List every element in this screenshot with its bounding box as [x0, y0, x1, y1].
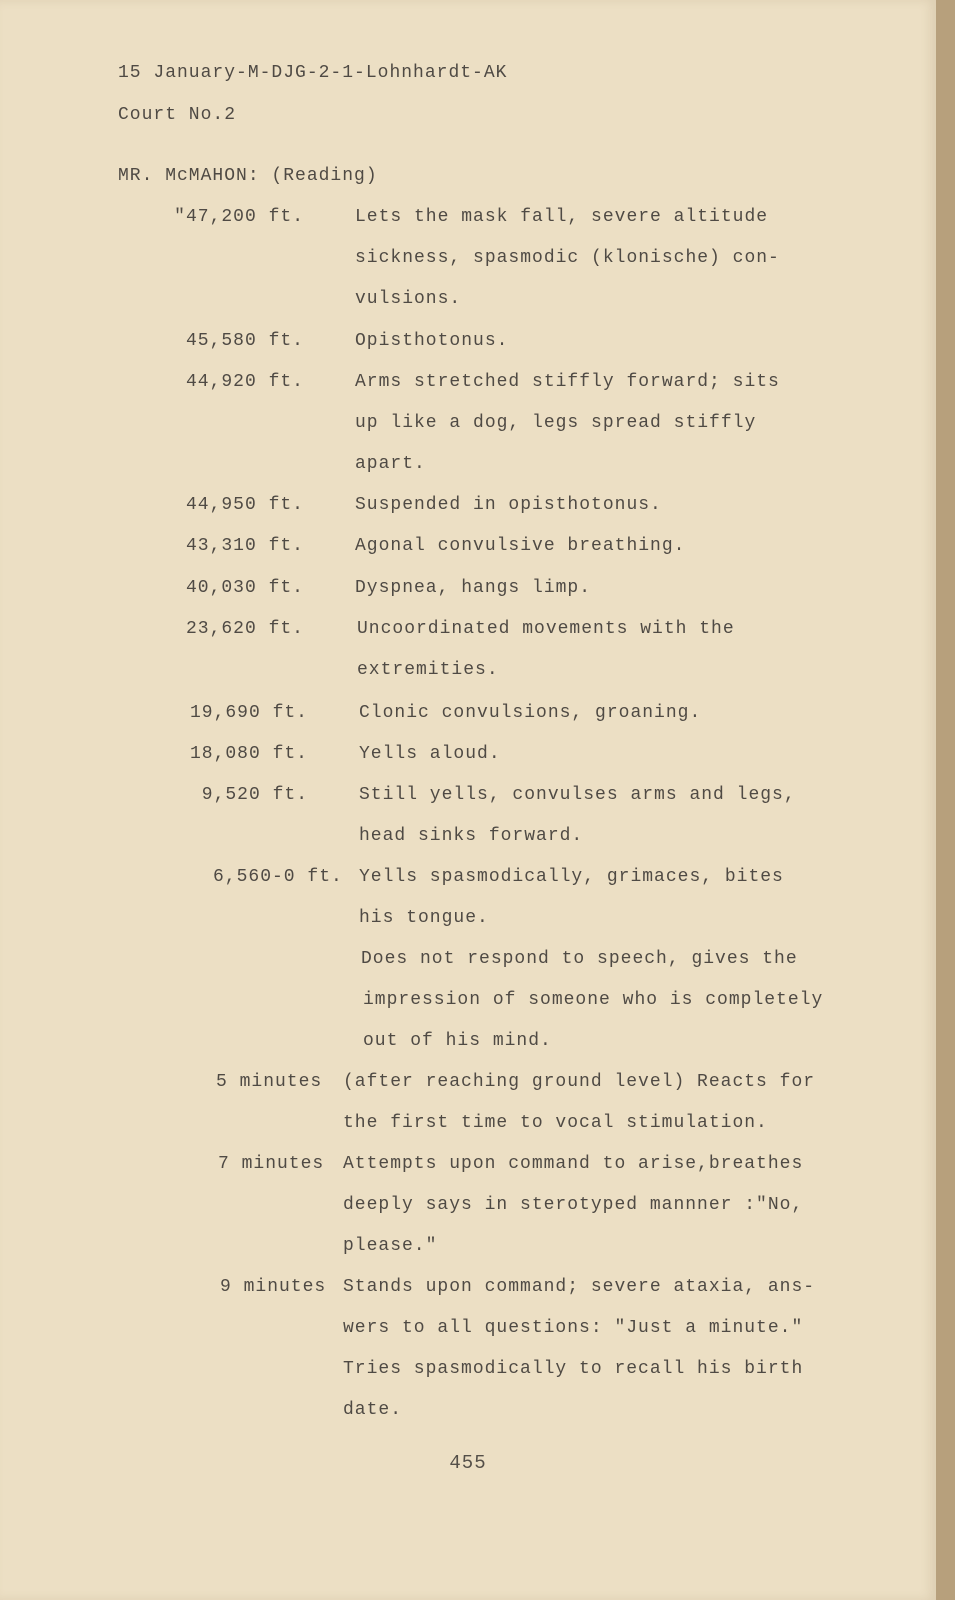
header-line-1: 15 January-M-DJG-2-1-Lohnhardt-AK — [118, 63, 508, 83]
entry-line: date. — [343, 1400, 403, 1420]
entry-line: his tongue. — [359, 908, 489, 928]
entry-line: Uncoordinated movements with the — [357, 619, 735, 639]
entry-line: Tries spasmodically to recall his birth — [343, 1359, 804, 1379]
entry-line: Lets the mask fall, severe altitude — [355, 207, 769, 227]
speaker-line: MR. McMAHON: (Reading) — [118, 166, 378, 186]
entry-label: 23,620 ft. — [185, 619, 304, 639]
entry-line: Clonic convulsions, groaning. — [359, 703, 702, 723]
entry-line: impression of someone who is completely — [363, 990, 824, 1010]
entry-line: Suspended in opisthotonus. — [355, 495, 662, 515]
entry-line: Yells aloud. — [359, 744, 501, 764]
entry-line: Yells spasmodically, grimaces, bites — [359, 867, 784, 887]
entry-line: Does not respond to speech, gives the — [361, 949, 798, 969]
entry-line: Dyspnea, hangs limp. — [355, 578, 592, 598]
entry-line: (after reaching ground level) Reacts for — [343, 1072, 816, 1092]
entry-label: 5 minutes — [216, 1072, 323, 1092]
entry-label: 6,560-0 ft. — [213, 867, 343, 887]
entry-line: head sinks forward. — [359, 826, 584, 846]
entry-label: 43,310 ft. — [185, 536, 304, 556]
entry-line: wers to all questions: "Just a minute." — [343, 1318, 804, 1338]
entry-label: 9 minutes — [220, 1277, 327, 1297]
entry-line: Attempts upon command to arise,breathes — [343, 1154, 804, 1174]
entry-label: "47,200 ft. — [174, 207, 304, 227]
entry-label: 44,920 ft. — [185, 372, 304, 392]
entry-line: Agonal convulsive breathing. — [355, 536, 686, 556]
entry-line: up like a dog, legs spread stiffly — [355, 413, 757, 433]
entry-label: 9,520 ft. — [201, 785, 308, 805]
entry-line: please." — [343, 1236, 438, 1256]
page-edge — [936, 0, 955, 1600]
entry-line: deeply says in sterotyped mannner :"No, — [343, 1195, 804, 1215]
entry-line: sickness, spasmodic (klonische) con- — [355, 248, 780, 268]
entry-line: extremities. — [357, 660, 499, 680]
entry-line: vulsions. — [355, 289, 462, 309]
entry-label: 44,950 ft. — [185, 495, 304, 515]
entry-line: Opisthotonus. — [355, 331, 509, 351]
header-line-2: Court No.2 — [118, 105, 237, 125]
entry-label: 18,080 ft. — [189, 744, 308, 764]
entry-line: out of his mind. — [363, 1031, 552, 1051]
entry-line: Stands upon command; severe ataxia, ans- — [343, 1277, 816, 1297]
entry-label: 7 minutes — [218, 1154, 325, 1174]
entry-line: Arms stretched stiffly forward; sits — [355, 372, 780, 392]
entry-label: 45,580 ft. — [185, 331, 304, 351]
entry-line: Still yells, convulses arms and legs, — [359, 785, 796, 805]
entry-line: the first time to vocal stimulation. — [343, 1113, 768, 1133]
entry-label: 40,030 ft. — [185, 578, 304, 598]
entry-line: apart. — [355, 454, 426, 474]
page-number: 455 — [449, 1452, 487, 1474]
entry-label: 19,690 ft. — [189, 703, 308, 723]
